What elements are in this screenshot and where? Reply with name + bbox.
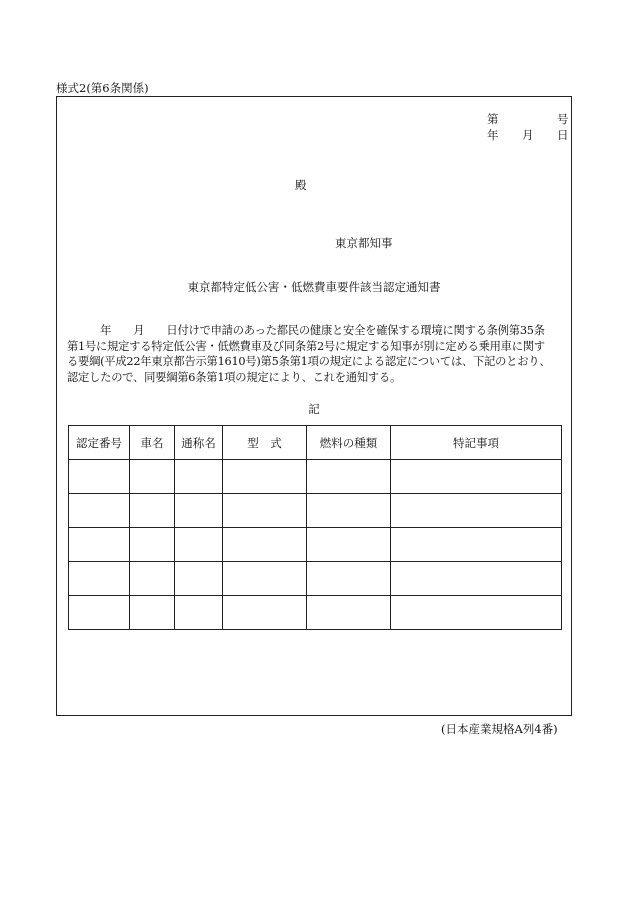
table-cell: [69, 494, 130, 528]
col-fuel-type: 燃料の種類: [307, 426, 391, 460]
body-line: 年 月 日付けで申請のあった都民の健康と安全を確保する環境に関する条例第35条: [67, 324, 545, 337]
table-cell: [307, 596, 391, 630]
table-cell: [130, 562, 175, 596]
table-cell: [223, 596, 307, 630]
number-suffix: 号: [557, 112, 569, 126]
col-common-name: 通称名: [175, 426, 223, 460]
certification-table: [68, 425, 562, 630]
body-line: 第1号に規定する特定低公害・低燃費車及び同条第2号に規定する知事が別に定める乗用車に関す: [67, 339, 545, 353]
table-cell: [223, 528, 307, 562]
table-cell: [391, 596, 562, 630]
table-row: [69, 460, 562, 494]
table-cell: [391, 562, 562, 596]
body-line: 認定したので、同要綱第6条第1項の規定により、これを通知する。: [67, 370, 402, 384]
table-cell: [391, 494, 562, 528]
table-cell: [223, 562, 307, 596]
col-vehicle-name: 車名: [130, 426, 175, 460]
table-cell: [69, 460, 130, 494]
table-cell: [69, 528, 130, 562]
table-row: [69, 528, 562, 562]
table-row: [69, 596, 562, 630]
table-cell: [130, 596, 175, 630]
col-model: 型 式: [223, 426, 307, 460]
table-header-row: [69, 426, 562, 460]
table-cell: [223, 494, 307, 528]
table-cell: [130, 494, 175, 528]
table-cell: [175, 528, 223, 562]
document-frame: [56, 96, 572, 716]
col-certification-number: 認定番号: [69, 426, 130, 460]
table-cell: [130, 460, 175, 494]
ki-heading: 記: [308, 402, 320, 416]
table-cell: [130, 528, 175, 562]
table-cell: [391, 460, 562, 494]
table-cell: [307, 494, 391, 528]
table-cell: [175, 596, 223, 630]
number-prefix: 第: [487, 112, 499, 126]
table-cell: [223, 460, 307, 494]
table-cell: [307, 528, 391, 562]
addressee-honorific: 殿: [295, 178, 307, 192]
col-remarks: 特記事項: [391, 426, 562, 460]
table-cell: [175, 562, 223, 596]
table-cell: [69, 562, 130, 596]
body-paragraph: [67, 323, 567, 385]
table-cell: [391, 528, 562, 562]
date-day: 日: [557, 128, 569, 142]
issuer-name: 東京都知事: [335, 236, 393, 250]
table-cell: [307, 460, 391, 494]
date-year: 年: [487, 128, 499, 142]
table-row: [69, 562, 562, 596]
table-row: [69, 494, 562, 528]
table-cell: [175, 460, 223, 494]
document-title: 東京都特定低公害・低燃費車要件該当認定通知書: [187, 280, 441, 294]
body-line: る要綱(平成22年東京都告示第1610号)第5条第1項の規定による認定については、下記のとおり、: [67, 355, 551, 368]
table-cell: [307, 562, 391, 596]
table-cell: [175, 494, 223, 528]
form-label: 様式2(第6条関係): [56, 81, 149, 95]
paper-size-note: (日本産業規格A列4番): [441, 722, 558, 736]
table-cell: [69, 596, 130, 630]
date-month: 月: [522, 128, 534, 142]
